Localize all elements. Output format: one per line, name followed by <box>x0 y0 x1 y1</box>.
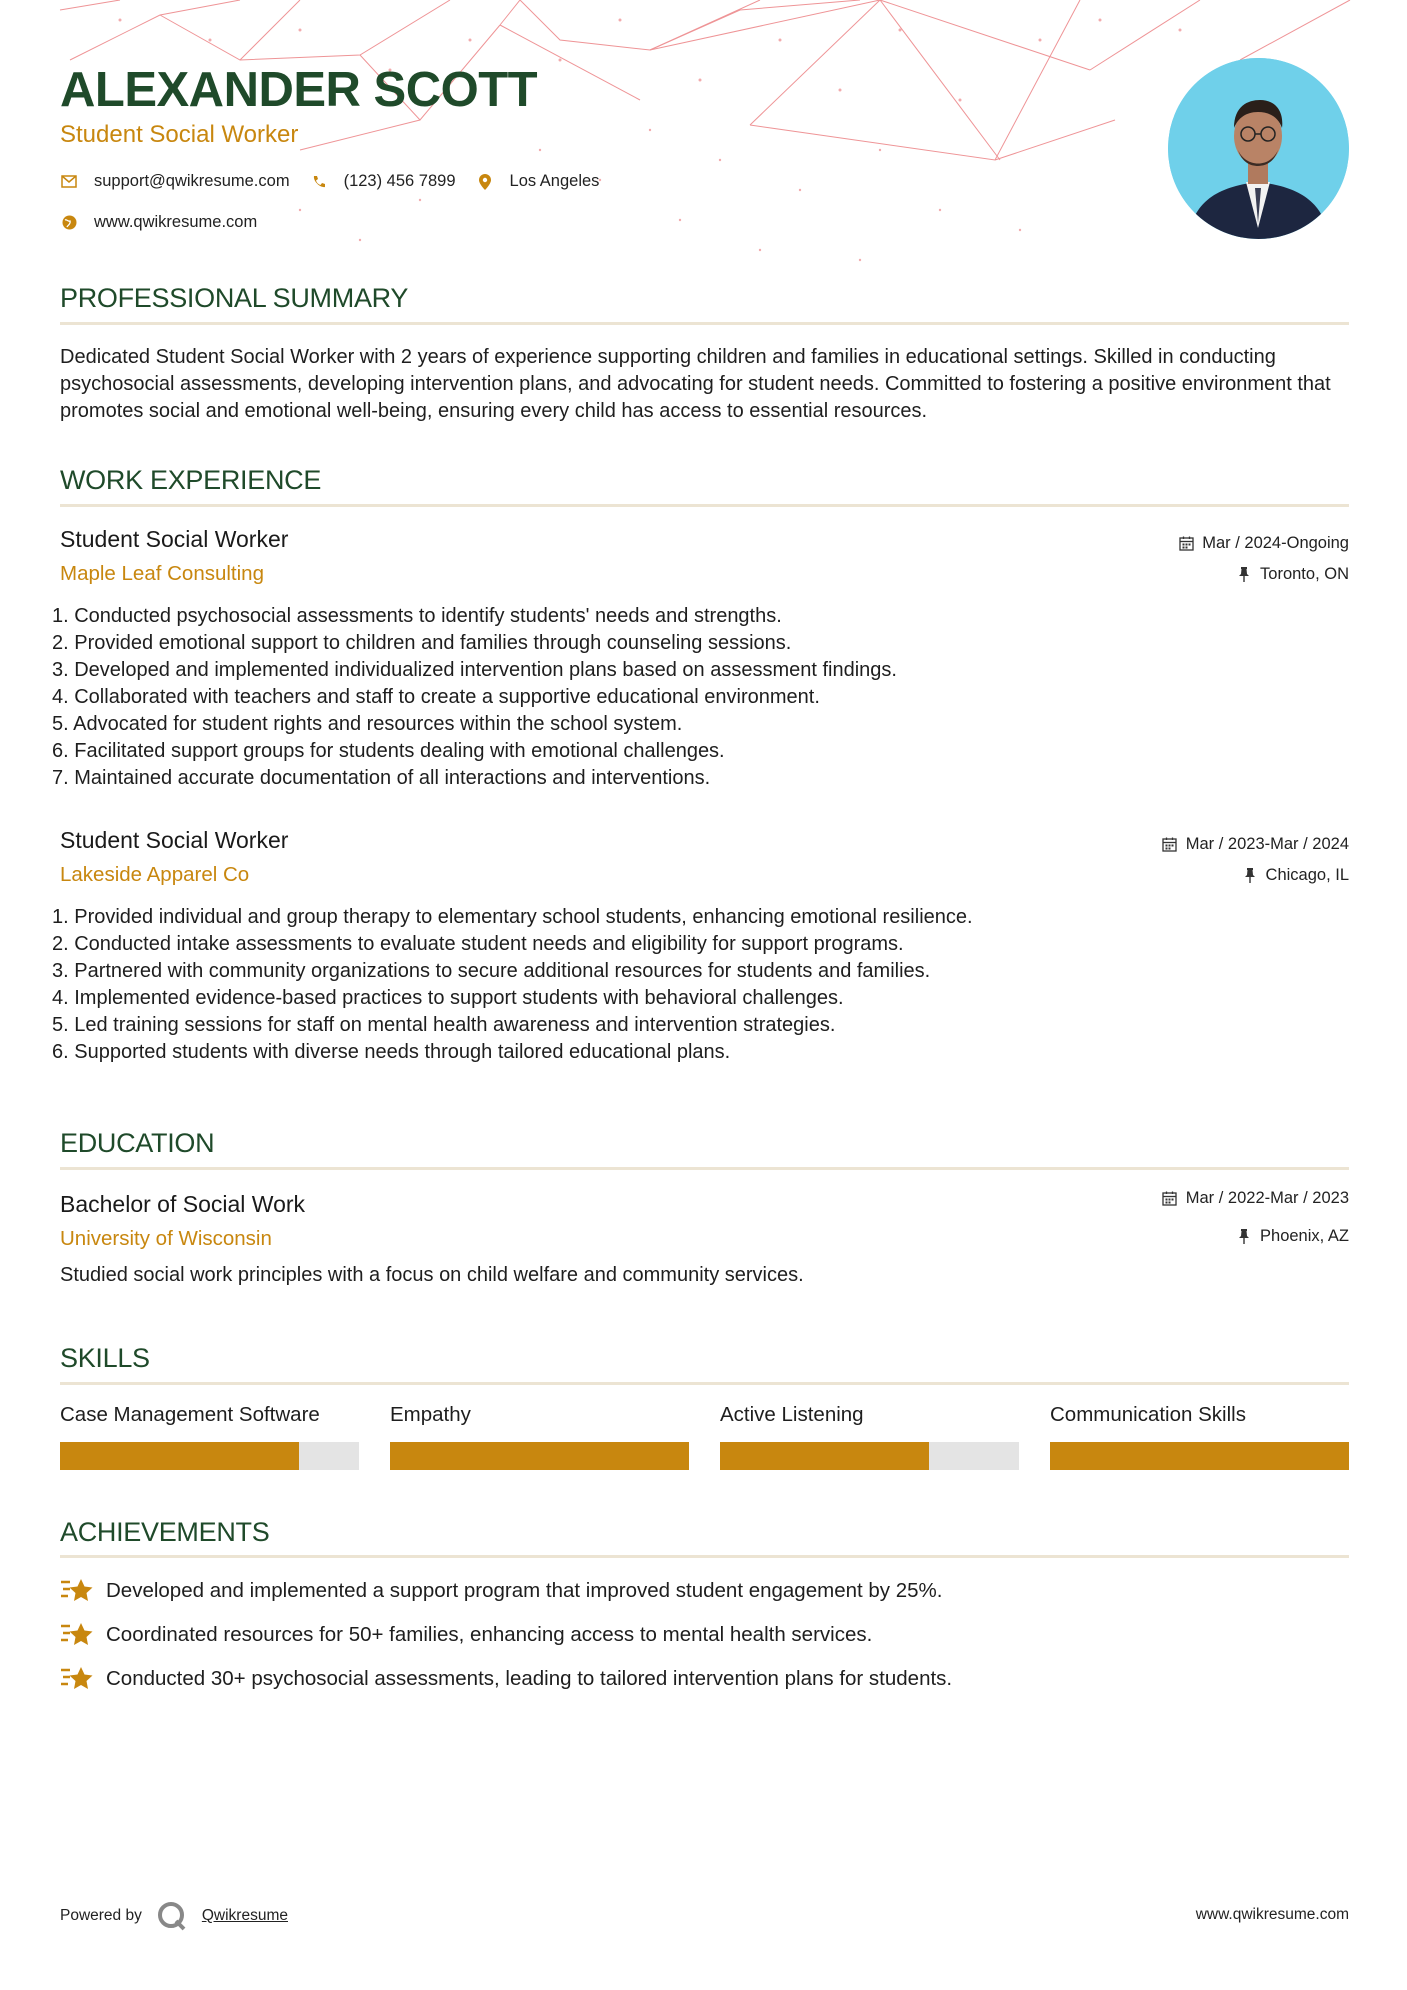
star-badge-icon <box>60 1664 94 1694</box>
list-item: 6. Supported students with diverse needs through tailored educational plans. <box>52 1041 731 1063</box>
section-heading-summary: PROFESSIONAL SUMMARY <box>60 283 409 313</box>
list-item: 6. Facilitated support groups for students dealing with emotional challenges. <box>52 740 725 762</box>
email-text[interactable]: support@qwikresume.com <box>94 172 290 190</box>
calendar-icon <box>1162 1191 1178 1207</box>
job-company: Maple Leaf Consulting <box>60 562 264 585</box>
contact-location <box>476 172 600 191</box>
person-portrait-icon <box>1168 58 1349 239</box>
footer-powered-by <box>60 1900 288 1932</box>
job-location-text: Chicago, IL <box>1265 866 1349 884</box>
skill-bar <box>390 1442 689 1470</box>
contact-website-row <box>60 213 277 232</box>
skill-bar <box>720 1442 1019 1470</box>
star-badge-icon <box>60 1576 94 1606</box>
map-pin-icon <box>476 173 494 191</box>
skill-bar <box>1050 1442 1349 1470</box>
achievement-text: Developed and implemented a support program that improved student engagement by 25%. <box>106 1579 943 1602</box>
education-dates <box>1162 1189 1349 1208</box>
list-item: 5. Led training sessions for staff on mental health awareness and intervention strategies. <box>52 1014 836 1036</box>
education-degree: Bachelor of Social Work <box>60 1191 306 1217</box>
brand-link[interactable]: Qwikresume <box>201 1907 288 1924</box>
powered-by-label: Powered by <box>60 1907 142 1924</box>
section-divider <box>60 1167 1349 1170</box>
job-location-text: Toronto, ON <box>1260 565 1349 583</box>
skill-bar-fill <box>60 1442 299 1470</box>
contact-row <box>60 172 619 191</box>
achievement-text: Conducted 30+ psychosocial assessments, leading to tailored intervention plans for students. <box>106 1667 953 1690</box>
education-location-text: Phoenix, AZ <box>1260 1227 1349 1245</box>
contact-website[interactable] <box>60 213 257 232</box>
section-divider <box>60 504 1349 507</box>
list-item: 1. Conducted psychosocial assessments to identify students' needs and strengths. <box>52 605 782 627</box>
list-item: 4. Implemented evidence-based practices to support students with behavioral challenges. <box>52 987 844 1009</box>
skill-bar-fill <box>1050 1442 1349 1470</box>
list-item: 7. Maintained accurate documentation of all interactions and interventions. <box>52 767 711 789</box>
job-dates-text: Mar / 2023-Mar / 2024 <box>1185 835 1349 853</box>
job-bullets <box>52 603 897 792</box>
envelope-icon <box>60 173 78 191</box>
list-item: 2. Conducted intake assessments to evaluate student needs and eligibility for support programs. <box>52 933 904 955</box>
job-dates <box>1162 835 1349 854</box>
job-company: Lakeside Apparel Co <box>60 863 250 886</box>
pushpin-icon <box>1242 868 1258 884</box>
contact-phone[interactable] <box>310 172 456 191</box>
job-bullets <box>52 904 973 1066</box>
candidate-title: Student Social Worker <box>60 121 299 148</box>
contact-email[interactable] <box>60 172 290 191</box>
list-item: 3. Partnered with community organizations to secure additional resources for students and families. <box>52 960 931 982</box>
qwikresume-logo-icon <box>156 1900 188 1932</box>
achievement-text: Coordinated resources for 50+ families, enhancing access to mental health services. <box>106 1623 873 1646</box>
list-item: 5. Advocated for student rights and resources within the school system. <box>52 713 683 735</box>
pushpin-icon <box>1236 1229 1252 1245</box>
job-location <box>1242 866 1349 885</box>
education-school: University of Wisconsin <box>60 1227 272 1250</box>
skill-label: Empathy <box>390 1403 471 1426</box>
achievement-item <box>60 1620 872 1650</box>
education-dates-text: Mar / 2022-Mar / 2023 <box>1185 1189 1349 1207</box>
list-item: 1. Provided individual and group therapy to elementary school students, enhancing emotional resilience. <box>52 906 973 928</box>
calendar-icon <box>1162 837 1178 853</box>
education-location <box>1236 1227 1349 1246</box>
skill-bar-fill <box>390 1442 689 1470</box>
skill-label: Active Listening <box>720 1403 864 1426</box>
pushpin-icon <box>1236 567 1252 583</box>
list-item: 4. Collaborated with teachers and staff to create a supportive educational environment. <box>52 686 820 708</box>
summary-text: Dedicated Student Social Worker with 2 years of experience supporting children and families in educational settings. Skilled in conducting psychosocial assessments, developing intervention plans, and advocating for student needs. Committed to fostering a positive environment that promotes social and emotional well-being, ensuring every child has access to essential resources. <box>60 346 1331 422</box>
job-location <box>1236 565 1349 584</box>
section-divider <box>60 1555 1349 1558</box>
section-heading-skills: SKILLS <box>60 1343 150 1373</box>
section-divider <box>60 1382 1349 1385</box>
section-divider <box>60 322 1349 325</box>
job-dates-text: Mar / 2024-Ongoing <box>1202 534 1349 552</box>
skill-label: Communication Skills <box>1050 1403 1246 1426</box>
education-description: Studied social work principles with a focus on child welfare and community services. <box>60 1264 804 1286</box>
skill-bar <box>60 1442 359 1470</box>
phone-icon <box>310 173 328 191</box>
section-heading-education: EDUCATION <box>60 1128 215 1158</box>
list-item: 2. Provided emotional support to children and families through counseling sessions. <box>52 632 792 654</box>
section-heading-achievements: ACHIEVEMENTS <box>60 1517 270 1547</box>
calendar-icon <box>1178 536 1194 552</box>
job-title: Student Social Worker <box>60 526 289 552</box>
job-title: Student Social Worker <box>60 827 289 853</box>
candidate-name: ALEXANDER SCOTT <box>60 63 538 117</box>
job-dates <box>1178 534 1349 553</box>
website-text[interactable]: www.qwikresume.com <box>94 213 258 231</box>
skill-label: Case Management Software <box>60 1403 320 1426</box>
location-text: Los Angeles <box>509 172 600 190</box>
globe-icon <box>60 214 78 232</box>
profile-photo <box>1168 58 1349 239</box>
phone-text[interactable]: (123) 456 7899 <box>343 172 456 190</box>
achievement-item <box>60 1576 942 1606</box>
list-item: 3. Developed and implemented individualized intervention plans based on assessment findings. <box>52 659 897 681</box>
skill-bar-fill <box>720 1442 929 1470</box>
star-badge-icon <box>60 1620 94 1650</box>
footer-website[interactable]: www.qwikresume.com <box>1195 1906 1349 1923</box>
achievement-item <box>60 1664 952 1694</box>
section-heading-experience: WORK EXPERIENCE <box>60 465 322 495</box>
